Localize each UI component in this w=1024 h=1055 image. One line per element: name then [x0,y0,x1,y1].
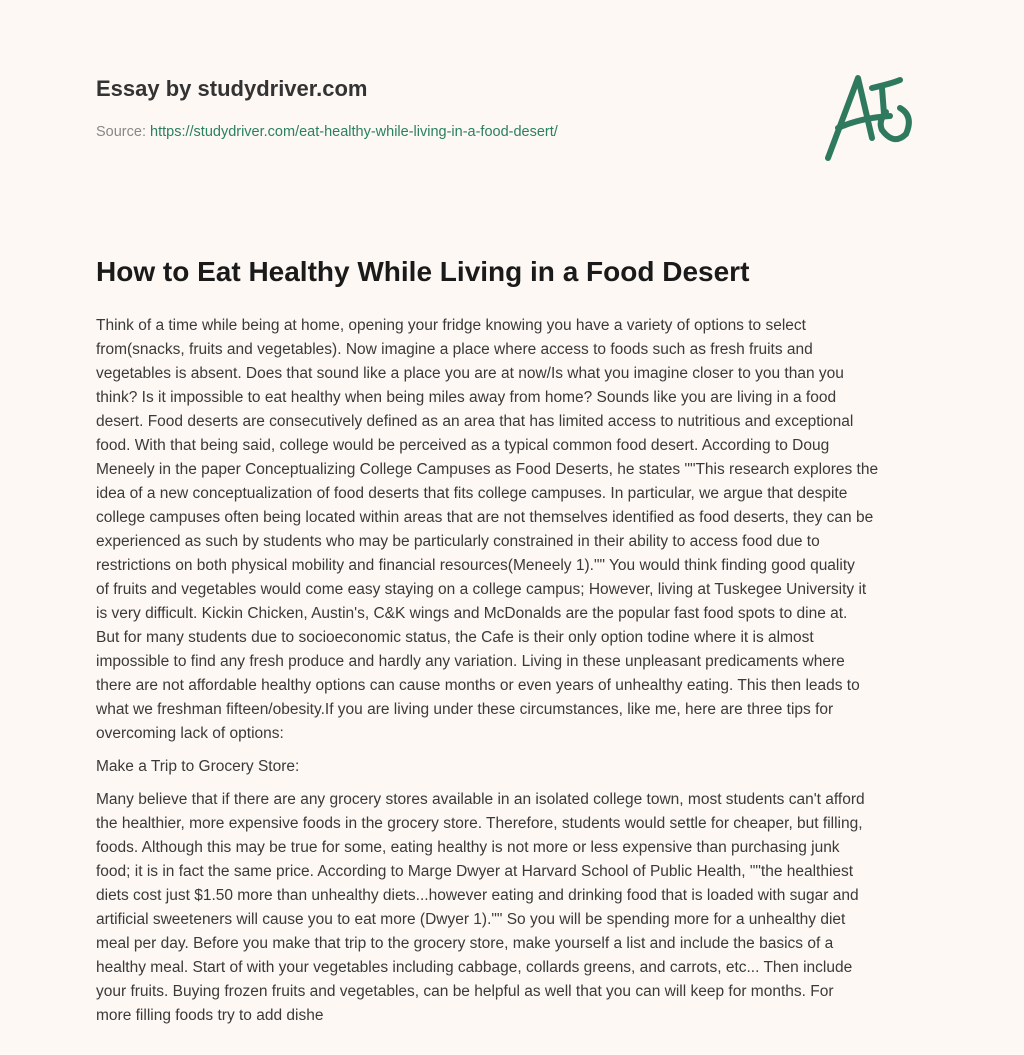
paragraph [96,314,936,746]
paragraph-line: from(snacks, fruits and vegetables). Now imagine a place where access to foods such as fresh fruits and [96,341,813,358]
a-plus-logo-icon [820,66,930,166]
paragraph [96,788,936,1028]
paragraph-line: Make a Trip to Grocery Store: [96,758,300,775]
paragraph-line: meal per day. Before you make that trip to the grocery store, make yourself a list and include the basics of a [96,935,834,952]
site-title: Essay by studydriver.com [96,76,368,101]
source-line [96,124,558,140]
paragraph-line: desert. Food deserts are consecutively defined as an area that has limited access to nutritious and exceptional [96,413,854,430]
paragraph-line: vegetables is absent. Does that sound like a place you are at now/Is what you imagine closer to you than you [96,365,844,382]
paragraph-line: restrictions on both physical mobility and financial resources(Meneely 1)."" You would think finding good quality [96,557,855,574]
source-link[interactable]: https://studydriver.com/eat-healthy-while-living-in-a-food-desert/ [150,124,558,140]
paragraph-line: your fruits. Buying frozen fruits and vegetables, can be helpful as well that you can will keep for months. For [96,983,834,1000]
paragraph-line: is very difficult. Kickin Chicken, Austin's, C&K wings and McDonalds are the popular fast food spots to dine at. [96,605,848,622]
paragraph-line: Think of a time while being at home, opening your fridge knowing you have a variety of options to select [96,317,806,334]
paragraph-line: artificial sweeteners will cause you to eat more (Dwyer 1)."" So you will be spending more for a unhealthy diet [96,911,846,928]
paragraph-line: the healthier, more expensive foods in the grocery store. Therefore, students would settle for cheaper, but filling, [96,815,863,832]
paragraph-line: food. With that being said, college would be perceived as a typical common food desert. According to Doug [96,437,830,454]
paragraph-line: think? Is it impossible to eat healthy when being miles away from home? Sounds like you are living in a food [96,389,837,406]
paragraph-line: But for many students due to socioeconomic status, the Cafe is their only option todine where it is almost [96,629,814,646]
article-body [96,314,936,1037]
paragraph-line: more filling foods try to add dishe [96,1007,324,1024]
paragraph-line: healthy meal. Start of with your vegetables including cabbage, collards greens, and carrots, etc... Then include [96,959,853,976]
paragraph-line: of fruits and vegetables would come easy staying on a college campus; However, living at Tuskegee University it [96,581,867,598]
paragraph-line: Meneely in the paper Conceptualizing College Campuses as Food Deserts, he states ""This research explores the [96,461,879,478]
paragraph-line: Many believe that if there are any grocery stores available in an isolated college town, most students can't afford [96,791,865,808]
source-label: Source: [96,124,146,140]
paragraph-line: experienced as such by students who may be particularly constrained in their ability to access food due to [96,533,820,550]
paragraph-line: impossible to find any fresh produce and hardly any variation. Living in these unpleasant predicaments where [96,653,845,670]
paragraph-line: foods. Although this may be true for some, eating healthy is not more or less expensive than purchasing junk [96,839,840,856]
paragraph-line: idea of a new conceptualization of food deserts that fits college campuses. In particular, we argue that despite [96,485,848,502]
paragraph-line: overcoming lack of options: [96,725,284,742]
paragraph [96,755,936,779]
paragraph-line: college campuses often being located within areas that are not themselves identified as food deserts, they can be [96,509,874,526]
article-title: How to Eat Healthy While Living in a Food Desert [96,256,750,287]
paragraph-line: food; it is in fact the same price. According to Marge Dwyer at Harvard School of Public Health, ""the healthiest [96,863,854,880]
paragraph-line: there are not affordable healthy options can cause months or even years of unhealthy eating. This then leads to [96,677,860,694]
paragraph-line: what we freshman fifteen/obesity.If you are living under these circumstances, like me, here are three tips for [96,701,834,718]
paragraph-line: diets cost just $1.50 more than unhealthy diets...however eating and drinking food that is loaded with sugar and [96,887,859,904]
